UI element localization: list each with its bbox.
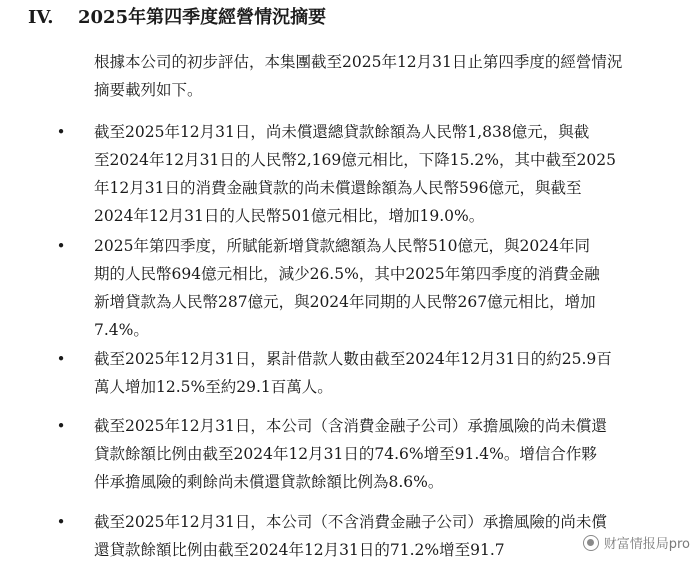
bullet-marker: •: [56, 350, 66, 368]
bullet-marker: •: [56, 417, 66, 435]
bullet-line: 期的人民幣694億元相比，減少26.5%，其中2025年第四季度的消費金融: [94, 265, 600, 283]
watermark-text: 财富情报局pro: [603, 537, 690, 552]
bullet-line: 貸款餘額比例由截至2024年12月31日的74.6%增至91.4%。增信合作夥: [94, 445, 597, 463]
section-number: IV.: [28, 7, 54, 28]
bullet-line: 年12月31日的消費金融貸款的尚未償還餘額為人民幣596億元，與截至: [94, 179, 582, 197]
bullet-line: 新增貸款為人民幣287億元，與2024年同期的人民幣267億元相比，增加: [94, 293, 596, 311]
bullet-line: 7.4%。: [94, 321, 149, 339]
bullet-line: 2024年12月31日的人民幣501億元相比，增加19.0%。: [94, 207, 485, 225]
bullet-line: 截至2025年12月31日，本公司（不含消費金融子公司）承擔風險的尚未償: [94, 513, 607, 531]
bullet-line: 截至2025年12月31日，累計借款人數由截至2024年12月31日的約25.9百: [94, 350, 612, 368]
bullet-line: 2025年第四季度，所賦能新增貸款總額為人民幣510億元，與2024年同: [94, 237, 590, 255]
source-watermark: [581, 531, 694, 554]
bullet-marker: •: [56, 513, 66, 531]
bullet-line: 還貸款餘額比例由截至2024年12月31日的71.2%增至91.7: [94, 541, 505, 559]
bullet-text: [94, 232, 694, 344]
bullet-line: 至2024年12月31日的人民幣2,169億元相比，下降15.2%，其中截至2025: [94, 151, 616, 169]
weibo-style-logo-icon: [583, 535, 599, 551]
intro-line: 根據本公司的初步評估，本集團截至2025年12月31日止第四季度的經營情況: [94, 53, 623, 71]
bullet-text: [94, 412, 694, 496]
bullet-line: 截至2025年12月31日，本公司（含消費金融子公司）承擔風險的尚未償還: [94, 417, 607, 435]
bullet-marker: •: [56, 123, 66, 141]
section-title: 2025年第四季度經營情況摘要: [78, 7, 327, 28]
bullet-marker: •: [56, 237, 66, 255]
bullet-line: 伴承擔風險的剩餘尚未償還貸款餘額比例為8.6%。: [94, 473, 444, 491]
bullet-line: 截至2025年12月31日，尚未償還總貸款餘額為人民幣1,838億元，與截: [94, 123, 590, 141]
bullet-text: [94, 118, 694, 230]
intro-line: 摘要載列如下。: [94, 81, 203, 99]
intro-paragraph: [94, 48, 684, 104]
section-heading: [28, 6, 326, 30]
bullet-text: [94, 345, 694, 401]
bullet-line: 萬人增加12.5%至約29.1百萬人。: [94, 378, 333, 396]
